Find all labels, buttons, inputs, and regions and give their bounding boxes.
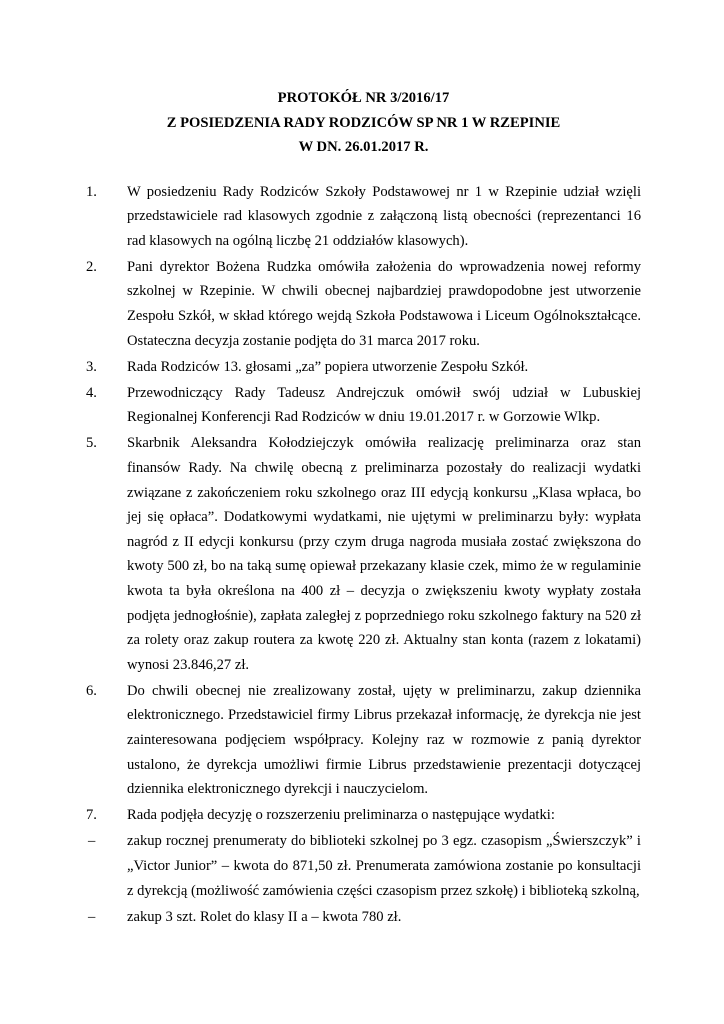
numbered-list <box>86 180 641 828</box>
dash-marker: – <box>88 833 96 850</box>
item-number: 7. <box>86 807 97 824</box>
list-item <box>86 679 641 802</box>
item-number: 1. <box>86 183 97 200</box>
item-number: 3. <box>86 358 97 375</box>
list-item <box>86 180 641 254</box>
item-text: Rada podjęła decyzję o rozszerzeniu preliminarza o następujące wydatki: <box>127 807 555 824</box>
item-text: Skarbnik Aleksandra Kołodziejczyk omówiła realizację preliminarza oraz stan finansów Rady. Na chwilę obecną z preliminarza pozostały do realizacji wydatki związane z zakończeniem roku szkolnego oraz III edycją konkursu „Klasa wpłaca, bo jej się opłaca”. Dodatkowymi wydatkami, nie ujętymi w preliminarzu były: wypłata nagród z II edycji konkursu (przy czym druga nagroda musiała zostać zwiększona do kwoty 500 zł, bo na taką sumę opiewał przekazany klasie czek, mimo że w regulaminie kwota ta była określona na 400 zł – decyzja o zwiększeniu kwoty wypłaty została podjęta jednogłośnie), zapłata zaległej z poprzedniego roku szkolnego faktury na 520 zł za rolety oraz zakup routera za kwotę 220 zł. Aktualny stan konta (razem z lokatami) wynosi 23.846,27 zł. <box>127 435 641 673</box>
item-text: Przewodniczący Rady Tadeusz Andrejczuk omówił swój udział w Lubuskiej Regionalnej Konferencji Rad Rodziców w dniu 19.01.2017 r. w Gorzowie Wlkp. <box>127 384 641 426</box>
dash-list-item <box>86 829 641 903</box>
title-line-3: W DN. 26.01.2017 R. <box>298 139 429 155</box>
item-text: Rada Rodziców 13. głosami „za” popiera utworzenie Zespołu Szkół. <box>127 358 529 375</box>
title-line-2: Z POSIEDZENIA RADY RODZICÓW SP NR 1 W RZEPINIE <box>166 114 561 131</box>
list-item <box>86 803 641 828</box>
list-item <box>86 355 641 380</box>
dash-list <box>86 829 641 929</box>
dash-marker: – <box>88 909 96 926</box>
item-number: 4. <box>86 384 97 401</box>
dash-item-text: zakup rocznej prenumeraty do biblioteki szkolnej po 3 egz. czasopism „Świerszczyk” i „Victor Junior” – kwota do 871,50 zł. Prenumerata zamówiona zostanie po konsultacji z dyrekcją (możliwość zamówienia części czasopism przez szkołę) i biblioteką szkolną, <box>127 833 641 899</box>
item-text: Pani dyrektor Bożena Rudzka omówiła założenia do wprowadzenia nowej reformy szkolnej w Rzepinie. W chwili obecnej najbardziej prawdopodobne jest utworzenie Zespołu Szkół, w skład którego wejdą Szkoła Podstawowa i Liceum Ogólnokształcące. Ostateczna decyzja zostanie podjęta do 31 marca 2017 roku. <box>127 258 641 349</box>
list-item <box>86 381 641 430</box>
title-line-1: PROTOKÓŁ NR 3/2016/17 <box>277 90 450 106</box>
dash-item-text: zakup 3 szt. Rolet do klasy II a – kwota 780 zł. <box>127 909 402 926</box>
item-text: Do chwili obecnej nie zrealizowany został, ujęty w preliminarzu, zakup dziennika elektronicznego. Przedstawiciel firmy Librus przekazał informację, że dyrekcja nie jest zainteresowana podjęciem współpracy. Kolejny raz w rozmowie z panią dyrektor ustalono, że dyrekcja umożliwi firmie Librus przedstawienie prezentacji dotyczącej dziennika elektronicznego dyrekcji i nauczycielom. <box>127 682 641 798</box>
item-number: 5. <box>86 435 97 452</box>
item-number: 6. <box>86 682 97 699</box>
list-item <box>86 255 641 353</box>
item-text: W posiedzeniu Rady Rodziców Szkoły Podstawowej nr 1 w Rzepinie udział wzięli przedstawiciele rad klasowych zgodnie z załączoną listą obecności (reprezentanci 16 rad klasowych na ogólną liczbę 21 oddziałów klasowych). <box>127 183 641 249</box>
dash-list-item <box>86 905 641 930</box>
item-number: 2. <box>86 258 97 275</box>
document-title <box>86 86 641 160</box>
list-item <box>86 431 641 677</box>
